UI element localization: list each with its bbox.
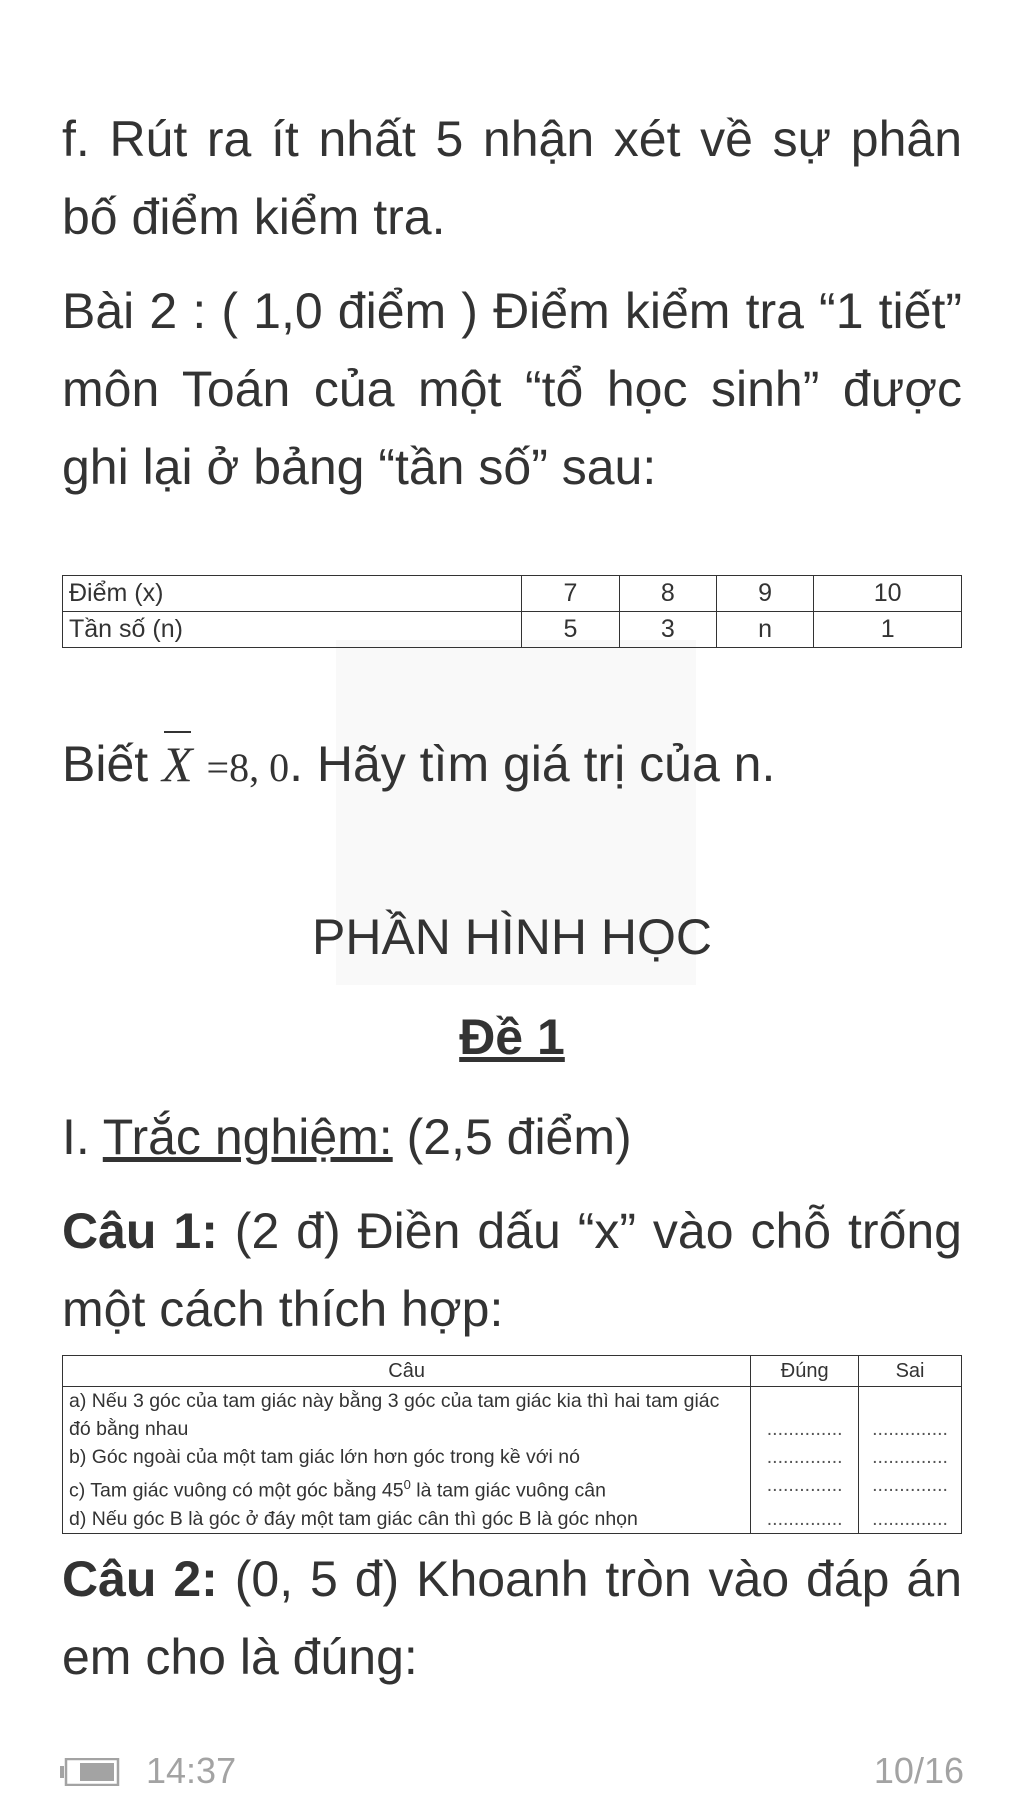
table-header-row <box>63 1356 962 1387</box>
document-page <box>62 0 962 1820</box>
table-cell: n <box>716 612 813 648</box>
part1-heading <box>62 1098 962 1176</box>
question-c <box>63 1471 751 1505</box>
answer-blank-sai: .............. <box>859 1387 962 1444</box>
cau2-label: Câu 2: <box>62 1551 218 1607</box>
question-c-tail: là tam giác vuông cân <box>410 1479 606 1502</box>
overline <box>164 731 191 733</box>
question-a: a) Nếu 3 góc của tam giác này bằng 3 góc của tam giác kia thì hai tam giác đó bằng nhau <box>63 1387 751 1444</box>
table-cell: 8 <box>619 576 716 612</box>
table-row <box>63 1443 962 1471</box>
mean-symbol <box>162 725 193 803</box>
header-dung: Đúng <box>751 1356 859 1387</box>
table-cell: 10 <box>814 576 962 612</box>
page-indicator: 10/16 <box>873 1750 964 1791</box>
true-false-table <box>62 1355 962 1534</box>
biet-prefix: Biết <box>62 736 163 792</box>
frequency-table <box>62 575 962 648</box>
table-cell: Điểm (x) <box>63 576 522 612</box>
answer-blank-dung: .............. <box>751 1387 859 1444</box>
table-cell: 5 <box>522 612 619 648</box>
answer-blank-dung: .............. <box>751 1505 859 1534</box>
cau2-paragraph <box>62 1540 962 1696</box>
table-cell: 3 <box>619 612 716 648</box>
cau1-text: (2 đ) Điền dấu “x” vào chỗ trống một cách thích hợp: <box>62 1203 962 1337</box>
table-row <box>63 1387 962 1444</box>
answer-blank-dung: .............. <box>751 1471 859 1505</box>
answer-blank-sai: .............. <box>859 1443 962 1471</box>
cau1-paragraph <box>62 1192 962 1348</box>
mean-value: 8, 0 <box>229 745 290 790</box>
table-cell: 1 <box>814 612 962 648</box>
cau1-label: Câu 1: <box>62 1203 218 1259</box>
reader-status-bar <box>0 1740 1024 1800</box>
de-title: Đề 1 <box>459 1009 565 1065</box>
paragraph-biet <box>62 725 962 807</box>
biet-suffix: . Hãy tìm giá trị của n. <box>289 736 776 792</box>
table-cell: 9 <box>716 576 813 612</box>
part1-roman: I. <box>62 1109 103 1165</box>
table-row <box>63 1505 962 1534</box>
table-row <box>63 612 962 648</box>
section-title: PHẦN HÌNH HỌC <box>311 909 713 965</box>
degree-superscript: 0 <box>403 1477 411 1492</box>
mean-equals: = <box>206 745 230 790</box>
table-cell: 7 <box>522 576 619 612</box>
mean-variable: X <box>162 736 193 792</box>
part1-label: Trắc nghiệm: <box>102 1109 393 1165</box>
question-c-text: c) Tam giác vuông có một góc bằng 45 <box>69 1479 404 1502</box>
clock-time: 14:37 <box>146 1750 237 1791</box>
table-cell: Tần số (n) <box>63 612 522 648</box>
battery-icon <box>60 1758 120 1786</box>
header-cau: Câu <box>63 1356 751 1387</box>
part1-points: (2,5 điểm) <box>392 1109 632 1165</box>
table-row <box>63 1471 962 1505</box>
de-title-wrap <box>62 1008 962 1066</box>
answer-blank-sai: .............. <box>859 1505 962 1534</box>
paragraph-f: f. Rút ra ít nhất 5 nhận xét về sự phân bố điểm kiểm tra. <box>62 111 962 245</box>
question-d: d) Nếu góc B là góc ở đáy một tam giác cân thì góc B là góc nhọn <box>63 1505 751 1534</box>
answer-blank-sai: .............. <box>859 1471 962 1505</box>
question-b: b) Góc ngoài của một tam giác lớn hơn góc trong kề với nó <box>63 1443 751 1471</box>
answer-blank-dung: .............. <box>751 1443 859 1471</box>
cau2-text: (0, 5 đ) Khoanh tròn vào đáp án em cho là đúng: <box>62 1551 962 1685</box>
table-row <box>63 576 962 612</box>
header-sai: Sai <box>859 1356 962 1387</box>
paragraph-bai2: Bài 2 : ( 1,0 điểm ) Điểm kiểm tra “1 tiết” môn Toán của một “tổ học sinh” được ghi lại ở bảng “tần số” sau: <box>62 283 962 495</box>
